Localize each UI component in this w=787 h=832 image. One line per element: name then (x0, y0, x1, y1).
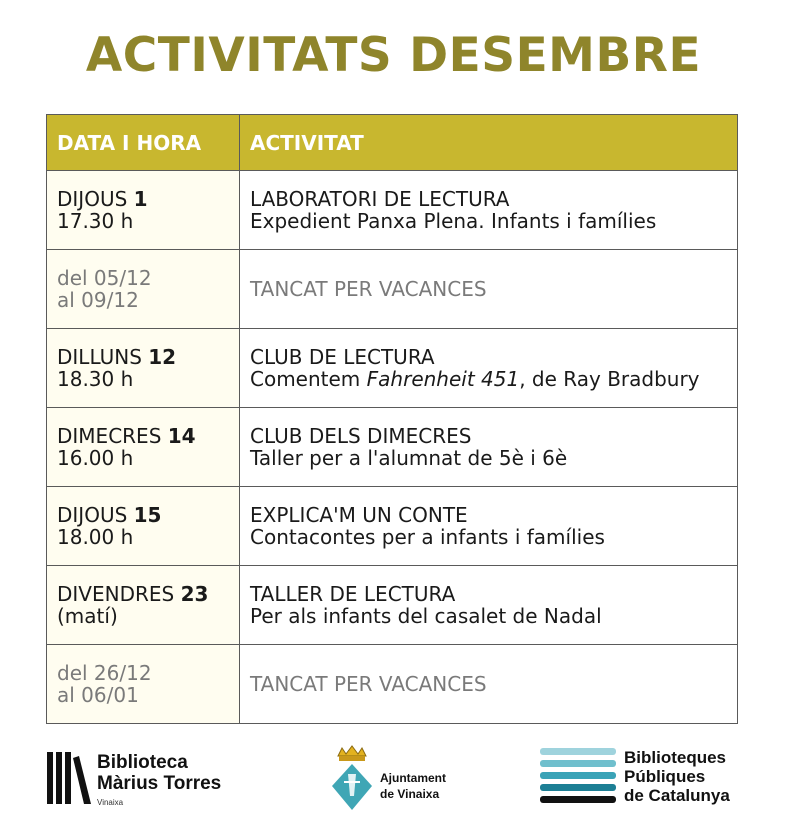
books-stack-icon (540, 746, 618, 804)
activity-cell (240, 329, 738, 408)
date-cell (47, 566, 240, 645)
biblioteques-publiques-logo (540, 746, 730, 809)
books-icon (47, 752, 91, 804)
day-number: 1 (133, 187, 148, 211)
table-row (47, 408, 738, 487)
time: 18.00 h (57, 525, 134, 549)
activity-detail: Per als infants del casalet de Nadal (250, 604, 602, 628)
activity-title: LABORATORI DE LECTURA (250, 187, 510, 211)
activity-title: EXPLICA'M UN CONTE (250, 503, 468, 527)
activities-table (46, 114, 738, 724)
activity-cell (240, 408, 738, 487)
detail-post: , de Ray Bradbury (519, 367, 700, 391)
activity-cell (240, 645, 738, 724)
header-date: DATA I HORA (47, 115, 240, 171)
date-cell (47, 171, 240, 250)
time: (matí) (57, 604, 118, 628)
table-row (47, 645, 738, 724)
activity-title: CLUB DELS DIMECRES (250, 424, 472, 448)
date-range-end: al 09/12 (57, 288, 139, 312)
date-range-end: al 06/01 (57, 683, 139, 707)
activity-cell (240, 487, 738, 566)
activity-detail: Contacontes per a infants i famílies (250, 525, 605, 549)
table-row (47, 171, 738, 250)
day-number: 14 (167, 424, 196, 448)
time: 16.00 h (57, 446, 134, 470)
page-title: ACTIVITATS DESEMBRE (85, 28, 702, 83)
table-row (47, 329, 738, 408)
table-header-row (47, 115, 738, 171)
date-cell (47, 329, 240, 408)
date-range-start: del 26/12 (57, 661, 152, 685)
footer-logos (0, 740, 787, 832)
activity-cell (240, 566, 738, 645)
table-row (47, 487, 738, 566)
day-number: 23 (180, 582, 209, 606)
biblioteca-marius-torres-logo (47, 752, 222, 809)
detail-pre: Comentem (250, 367, 367, 391)
bpc-name: Biblioteques Públiques de Catalunya (624, 748, 730, 805)
activity-title: TALLER DE LECTURA (250, 582, 456, 606)
library-name: Biblioteca Màrius Torres (97, 752, 222, 794)
time: 17.30 h (57, 209, 134, 233)
day-name: DIJOUS (57, 187, 134, 211)
ajuntament-name: Ajuntament de Vinaixa (380, 771, 446, 801)
coat-of-arms-icon (330, 744, 374, 816)
activity-detail: Taller per a l'alumnat de 5è i 6è (250, 446, 568, 470)
table-row (47, 250, 738, 329)
book-title: Fahrenheit 451 (366, 367, 520, 391)
day-number: 12 (148, 345, 177, 369)
day-number: 15 (133, 503, 162, 527)
day-name: DIVENDRES (57, 582, 181, 606)
activity-cell (240, 250, 738, 329)
activity-detail: Expedient Panxa Plena. Infants i famílies (250, 209, 657, 233)
activity-title: CLUB DE LECTURA (250, 345, 435, 369)
time: 18.30 h (57, 367, 134, 391)
day-name: DIJOUS (57, 503, 134, 527)
date-range-start: del 05/12 (57, 266, 152, 290)
table-row (47, 566, 738, 645)
activity-title: TANCAT PER VACANCES (250, 672, 487, 696)
day-name: DIMECRES (57, 424, 168, 448)
ajuntament-logo (330, 744, 446, 821)
date-cell (47, 487, 240, 566)
header-activity: ACTIVITAT (240, 115, 738, 171)
day-name: DILLUNS (57, 345, 149, 369)
date-cell (47, 645, 240, 724)
activity-detail (250, 368, 727, 390)
activity-title: TANCAT PER VACANCES (250, 277, 487, 301)
activity-cell (240, 171, 738, 250)
library-city: Vinaixa (97, 798, 124, 807)
date-cell (47, 408, 240, 487)
date-cell (47, 250, 240, 329)
